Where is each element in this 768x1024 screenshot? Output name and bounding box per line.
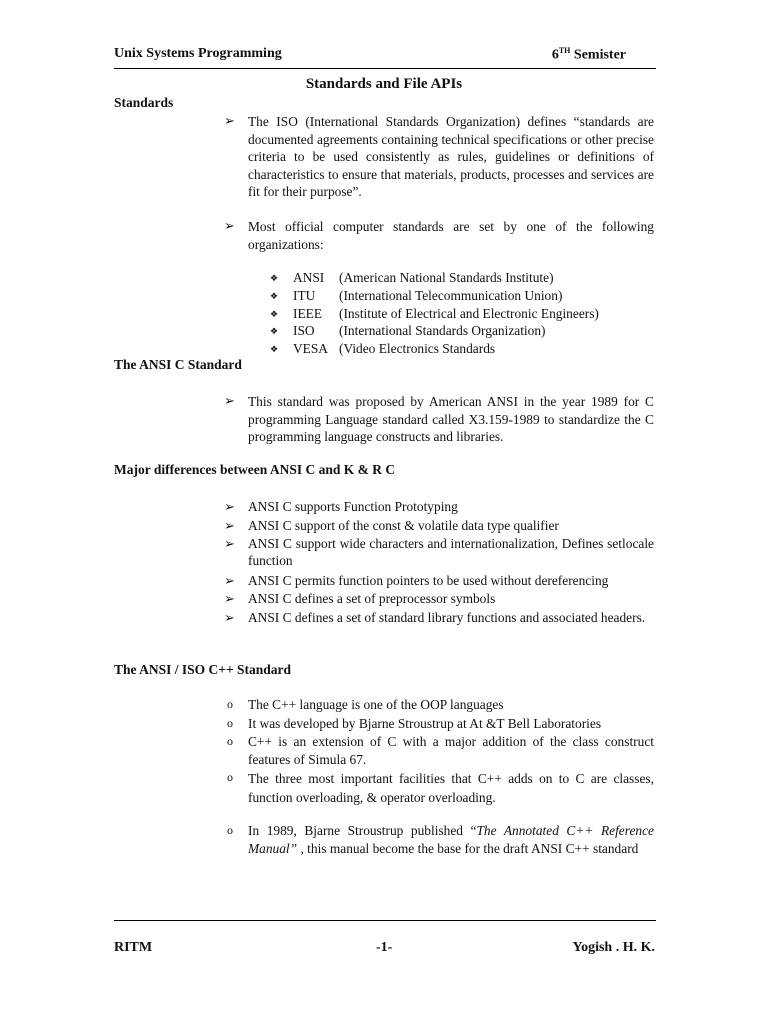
- arrow-bullet-icon: ➢: [224, 393, 235, 408]
- difference-item: ANSI C support of the const & volatile data type qualifier: [248, 518, 559, 533]
- differences-heading: Major differences between ANSI C and K & R C: [114, 462, 396, 477]
- footer-institution: RITM: [114, 940, 153, 955]
- organizations-intro-text: Most official computer standards are set by one of the following organizations:: [248, 219, 654, 252]
- semester-label: 6TH Semister: [551, 46, 626, 63]
- page-number: -1-: [376, 940, 393, 955]
- diamond-bullet-icon: ❖: [270, 344, 279, 354]
- arrow-bullet-icon: ➢: [224, 113, 235, 128]
- org-desc: (American National Standards Institute): [339, 270, 554, 285]
- cpp-heading: The ANSI / ISO C++ Standard: [114, 662, 292, 677]
- difference-item: ANSI C permits function pointers to be used without dereferencing: [248, 573, 609, 588]
- diamond-bullet-icon: ❖: [270, 291, 279, 301]
- org-abbr: ISO: [293, 323, 315, 338]
- arrow-bullet-icon: ➢: [224, 518, 235, 533]
- org-desc: (Institute of Electrical and Electronic Engineers): [339, 306, 599, 321]
- difference-item: ANSI C support wide characters and internationalization, Defines setlocale function: [248, 536, 654, 569]
- ansi-c-text: This standard was proposed by American ANSI in the year 1989 for C programming Language standard called X3.159-1989 to standardize the C programming language constructs and libraries.: [248, 394, 654, 445]
- diamond-bullet-icon: ❖: [270, 326, 279, 336]
- diamond-bullet-icon: ❖: [270, 273, 279, 283]
- circle-bullet-icon: o: [227, 734, 233, 748]
- page-header: [114, 44, 656, 69]
- cpp-item: The C++ language is one of the OOP languages: [248, 697, 504, 712]
- arrow-bullet-icon: ➢: [224, 573, 235, 588]
- footer-divider: [114, 920, 656, 921]
- org-abbr: ITU: [293, 288, 316, 303]
- org-desc: (Video Electronics Standards: [339, 341, 496, 356]
- difference-item: ANSI C defines a set of standard library functions and associated headers.: [248, 610, 646, 625]
- org-abbr: IEEE: [293, 306, 322, 321]
- difference-item: ANSI C defines a set of preprocessor symbols: [248, 591, 496, 606]
- footer-author: Yogish . H. K.: [572, 940, 655, 955]
- cpp-item-manual: In 1989, Bjarne Stroustrup published “The Annotated C++ Reference Manual” , this manual become the base for the draft ANSI C++ standard: [248, 823, 654, 857]
- cpp-item: C++ is an extension of C with a major addition of the class construct features of Simula 67.: [248, 734, 654, 767]
- course-title: Unix Systems Programming: [114, 46, 282, 61]
- standards-heading: Standards: [114, 95, 174, 110]
- org-desc: (International Telecommunication Union): [339, 288, 563, 303]
- page-title: Standards and File APIs: [305, 76, 463, 92]
- arrow-bullet-icon: ➢: [224, 591, 235, 606]
- org-desc: (International Standards Organization): [339, 323, 546, 338]
- circle-bullet-icon: o: [227, 823, 233, 837]
- cpp-item: The three most important facilities that C++ adds on to C are classes, function overloading, & operator overloading.: [248, 771, 654, 805]
- arrow-bullet-icon: ➢: [224, 536, 235, 551]
- arrow-bullet-icon: ➢: [224, 218, 235, 233]
- circle-bullet-icon: o: [227, 697, 233, 711]
- org-abbr: ANSI: [293, 270, 325, 285]
- cpp-item: It was developed by Bjarne Stroustrup at At &T Bell Laboratories: [248, 716, 602, 731]
- arrow-bullet-icon: ➢: [224, 610, 235, 625]
- arrow-bullet-icon: ➢: [224, 499, 235, 514]
- ansi-c-heading: The ANSI C Standard: [114, 357, 242, 372]
- iso-definition-text: The ISO (International Standards Organization) defines “standards are documented agreements containing technical specifications or other precise criteria to be used consistently as rules, guidelines or definitions of characteristics to ensure that materials, products, processes and services are fit for their purpose”.: [248, 114, 654, 200]
- diamond-bullet-icon: ❖: [270, 309, 279, 319]
- circle-bullet-icon: o: [227, 716, 233, 730]
- org-abbr: VESA: [293, 341, 328, 356]
- difference-item: ANSI C supports Function Prototyping: [248, 499, 458, 514]
- circle-bullet-icon: o: [227, 770, 233, 784]
